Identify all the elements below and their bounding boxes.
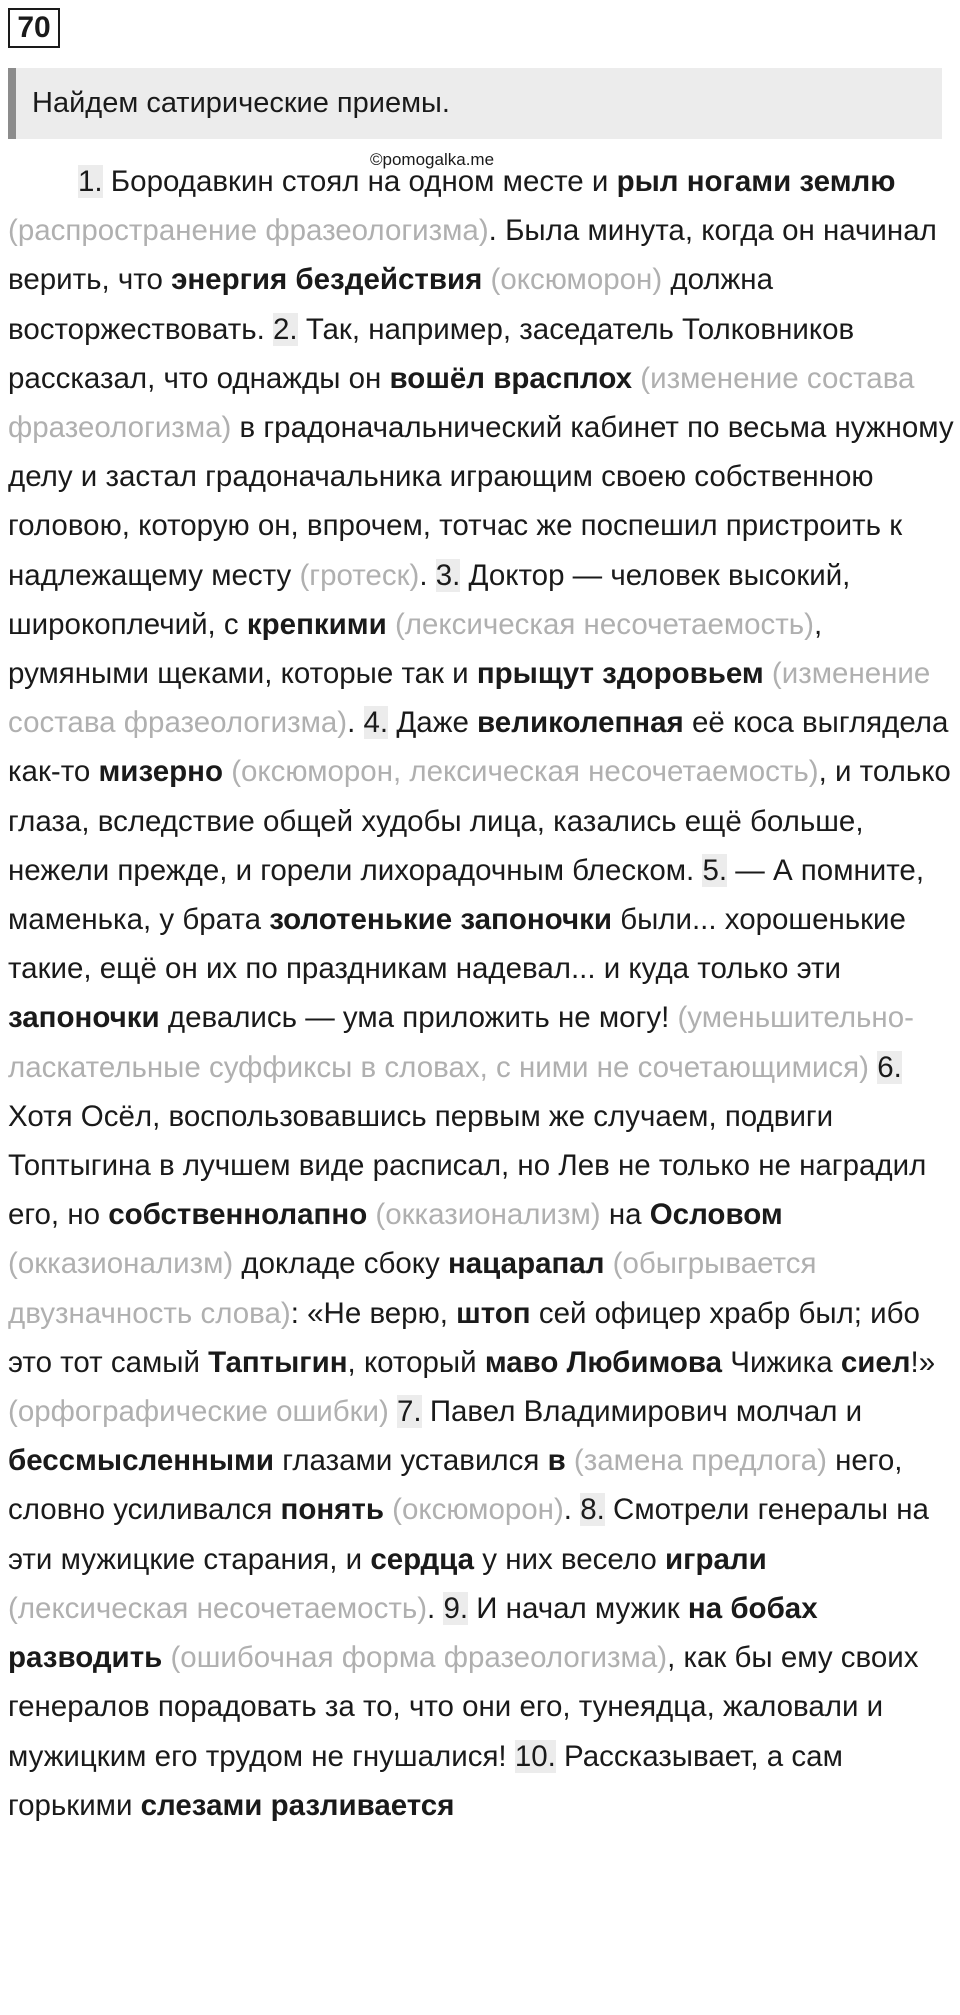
text-run: , и только глаза, вследствие общей худобы лица, казались ещё больше, нежели прежде, и горели лихорадочным блеском.	[8, 755, 951, 887]
text-run: !»	[910, 1345, 936, 1379]
device-note: (изменение состава фразеологизма)	[8, 657, 931, 740]
analysis-text	[8, 157, 954, 1830]
device-note: (уменьшительно-ласкательные суффиксы в словах, с ними не сочетающимися)	[8, 1001, 914, 1084]
text-run	[604, 1247, 612, 1280]
text-run: .	[347, 706, 364, 740]
device-note: (замена предлога)	[573, 1444, 827, 1478]
example-number: 8.	[580, 1493, 605, 1527]
satirical-phrase: энергия бездействия	[171, 263, 483, 297]
satirical-phrase: в	[547, 1444, 566, 1478]
satirical-phrase: сердца	[370, 1542, 475, 1576]
text-run: Павел Владимирович молчал и	[421, 1395, 863, 1429]
device-note: (изменение состава фразеологизма)	[8, 361, 915, 445]
text-run: докладе сбоку	[233, 1247, 448, 1281]
text-run: .	[427, 1591, 444, 1625]
text-run: И начал мужик	[468, 1591, 688, 1625]
text-run: сей офицер храбр был; ибо это тот самый	[8, 1296, 920, 1379]
satirical-phrase: великолепная	[477, 706, 684, 740]
device-note: (гротеск)	[299, 558, 420, 592]
text-run: у них весело	[474, 1542, 666, 1576]
example-number: 2.	[273, 312, 298, 346]
example-number: 3.	[435, 558, 461, 592]
text-run: .	[419, 558, 436, 592]
satirical-phrase: Таптыгин	[208, 1345, 348, 1379]
device-note: (обыгрывается двузначность слова)	[8, 1247, 817, 1330]
example-number: 6.	[877, 1050, 902, 1084]
device-note: (оксюморон)	[392, 1493, 564, 1527]
satirical-phrase: слезами разливается	[140, 1788, 455, 1822]
text-run: Бородавкин стоял на одном месте и	[102, 165, 617, 198]
text-run	[764, 657, 772, 690]
device-note: (лексическая несочетаемость)	[8, 1591, 428, 1625]
text-run: должна восторжествовать.	[8, 263, 773, 346]
satirical-phrase: мизерно	[98, 755, 223, 789]
text-run: Смотрели генералы на эти мужицкие старания, и	[8, 1493, 929, 1576]
text-run: , как бы ему своих генералов порадовать за то, что они его, тунеядца, жаловали и мужицким его трудом не гнушалися!	[8, 1641, 919, 1773]
device-note: (ошибочная форма фразеологизма)	[170, 1641, 668, 1675]
example-number: 5.	[702, 853, 728, 887]
text-run: Доктор — человек высокий, широкоплечий, с	[8, 558, 851, 641]
watermark: ©pomogalka.me	[370, 150, 495, 169]
satirical-phrase: штоп	[456, 1296, 531, 1330]
satirical-phrase: вошёл врасплох	[389, 361, 633, 395]
satirical-phrase: сиел	[840, 1345, 911, 1379]
satirical-phrase: запоночки	[8, 1001, 160, 1035]
text-run	[389, 1395, 397, 1428]
text-run: : «Не верю,	[290, 1296, 457, 1330]
satirical-phrase: собственнолапно	[108, 1198, 368, 1232]
example-number: 10.	[514, 1739, 556, 1773]
text-run: глазами уставился	[274, 1444, 548, 1478]
satirical-phrase: Ословом	[649, 1198, 783, 1232]
satirical-phrase: понять	[280, 1493, 384, 1527]
satirical-phrase: прыщут здоровьем	[476, 657, 764, 691]
device-note: (оксюморон)	[490, 263, 663, 297]
satirical-phrase: играли	[665, 1542, 767, 1576]
text-run: девались — ума приложить не могу!	[159, 1001, 678, 1035]
example-number: 7.	[397, 1395, 422, 1429]
text-run	[869, 1051, 877, 1084]
satirical-phrase: нацарапал	[447, 1247, 605, 1281]
analysis-paragraph	[8, 157, 954, 1830]
example-number: 1.	[78, 165, 103, 198]
text-run: него, словно усиливался	[8, 1444, 903, 1527]
example-number: 9.	[443, 1591, 469, 1625]
device-note: (окказионализм)	[8, 1247, 234, 1281]
text-run	[482, 263, 490, 296]
text-run	[566, 1444, 574, 1477]
text-run: были... хорошенькие такие, ещё он их по праздникам надевал... и куда только эти	[8, 903, 906, 986]
device-note: (окказионализм)	[375, 1198, 601, 1232]
task-number-badge: 70	[8, 8, 60, 48]
example-number: 4.	[363, 706, 389, 740]
text-run: .	[563, 1493, 581, 1527]
device-note: (орфографические ошибки)	[8, 1395, 389, 1429]
satirical-phrase: на бобах разводить	[8, 1591, 818, 1675]
text-run: Хотя Осёл, воспользовавшись первым же случаем, подвиги Топтыгина в лучшем виде расписал, но Лев не только не наградил его, но	[8, 1099, 927, 1232]
satirical-phrase: золотенькие запоночки	[269, 903, 612, 937]
text-run: её коса выглядела как-то	[8, 706, 949, 789]
text-run: . Была минута, когда он начинал верить, что	[8, 214, 937, 297]
text-run: в градоначальнический кабинет по весьма нужному делу и застал градоначальника играющим своею собственною головою, которую он, впрочем, тотчас же поспешил пристроить к надлежащему месту	[8, 411, 954, 592]
text-run: , румяными щеками, которые так и	[8, 607, 823, 691]
text-run: Чижика	[722, 1345, 841, 1379]
text-run	[384, 1493, 392, 1526]
task-title-banner: Найдем сатирические приемы.	[8, 68, 942, 139]
analysis-content	[8, 165, 954, 1822]
device-note: (оксюморон, лексическая несочетаемость)	[231, 755, 819, 789]
text-run: Даже	[388, 706, 478, 740]
satirical-phrase: крепкими	[246, 607, 387, 641]
satirical-phrase: маво Любимова	[484, 1345, 723, 1379]
satirical-phrase: рыл ногами землю	[616, 165, 896, 198]
text-run: — А помните, маменька, у брата	[8, 853, 925, 937]
satirical-phrase: бессмысленными	[8, 1444, 275, 1478]
device-note: (распространение фразеологизма)	[8, 214, 489, 248]
text-run: Так, например, заседатель Толковников рассказал, что однажды он	[8, 312, 855, 395]
text-run	[223, 755, 231, 788]
text-run	[387, 608, 395, 641]
text-run: Рассказывает, а сам горькими	[8, 1739, 843, 1822]
text-run: , который	[347, 1345, 485, 1379]
device-note: (лексическая несочетаемость)	[394, 607, 815, 641]
text-run: на	[600, 1198, 650, 1232]
